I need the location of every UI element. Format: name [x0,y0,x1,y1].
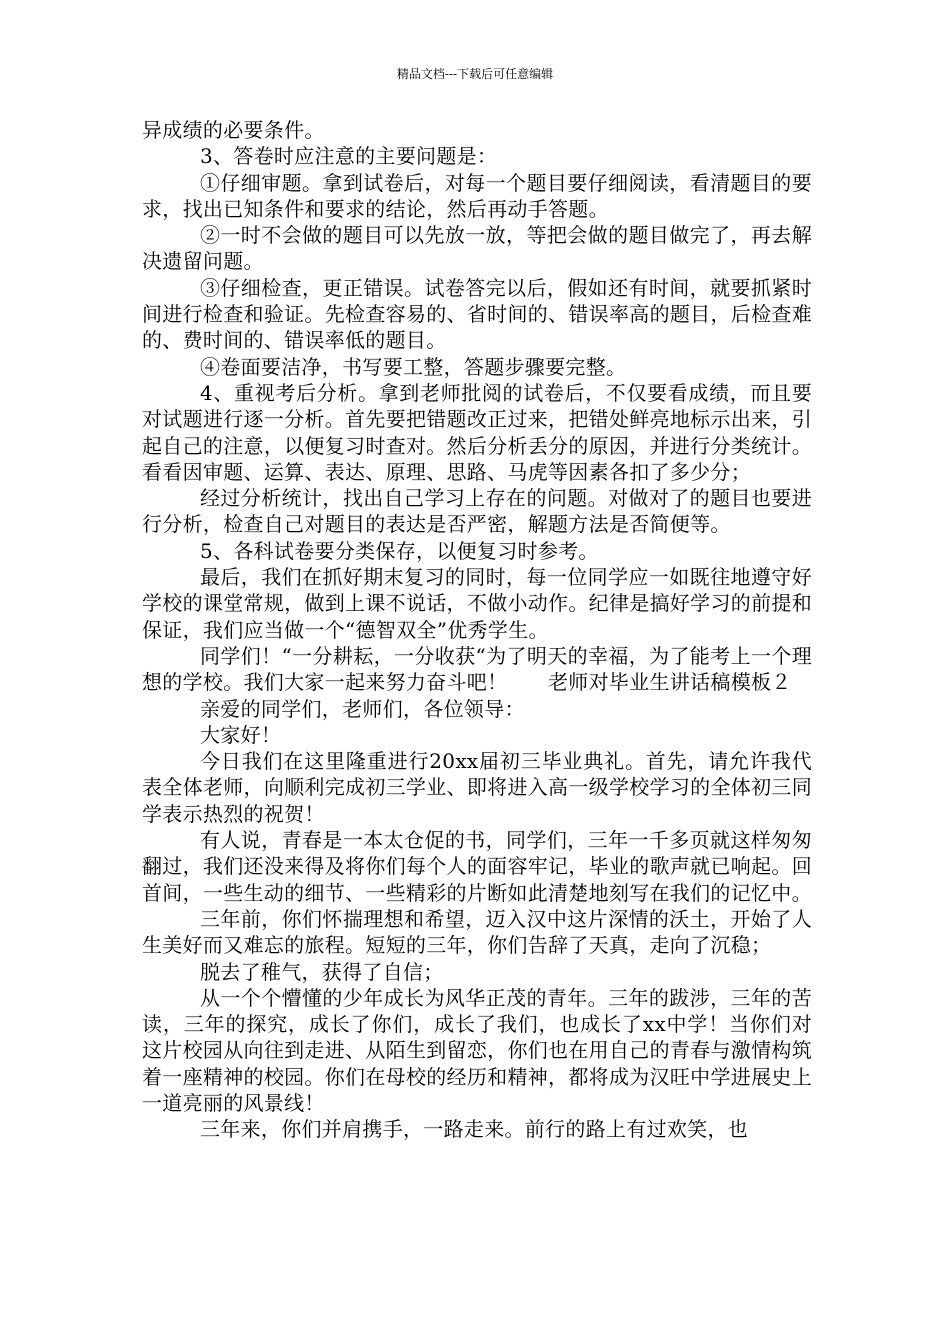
paragraph: 4、重视考后分析。拿到老师批阅的试卷后，不仅要看成绩，而且要对试题进行逐一分析。首先要把错题改正过来，把错处鲜亮地标示出来，引起自己的注意，以便复习时查对。然后分析丢分的原因，并进行分类统计。看看因审题、运算、表达、原理、思路、马虎等因素各扣了多少分； [142,380,812,484]
paragraph: 亲爱的同学们，老师们，各位领导： [200,696,525,721]
paragraph: 同学们！“一分耕耘，一分收获“为了明天的幸福，为了能考上一个理想的学校。我们大家一起来努力奋斗吧！ 老师对毕业生讲话稿模板２ [142,643,812,695]
paragraph: 异成绩的必要条件。 [142,118,325,142]
paragraph: ①仔细审题。拿到试卷后，对每一个题目要仔细阅读，看清题目的要求，找出已知条件和要求的结论，然后再动手答题。 [142,170,812,221]
paragraph: 三年来，你们并肩携手，一路走来。前行的路上有过欢笑，也 [200,1117,749,1142]
paragraph: ②一时不会做的题目可以先放一放，等把会做的题目做完了，再去解决遗留问题。 [142,223,812,274]
paragraph: 从一个个懵懂的少年成长为风华正茂的青年。三年的跋涉，三年的苦读，三年的探究，成长了你们，成长了我们，也成长了xx中学！当你们对这片校园从向往到走进、从陌生到留恋，你们也在用自己的青春与激情构筑着一座精神的校园。你们在母校的经历和精神，都将成为汉旺中学进展史上一道亮丽的风景线！ [142,985,812,1115]
paragraph: 最后，我们在抓好期末复习的同时，每一位同学应一如既往地遵守好学校的课堂常规，做到上课不说话，不做小动作。纪律是搞好学习的前提和保证，我们应当做一个“德智双全”优秀学生。 [142,565,812,642]
paragraph: 5、各科试卷要分类保存，以便复习时参考。 [200,538,599,563]
paragraph: 今日我们在这里隆重进行20xx届初三毕业典礼。首先，请允许我代表全体老师，向顺利完成初三学业、即将进入高一级学校学习的全体初三同学表示热烈的祝贺！ [142,749,812,826]
paragraph: 三年前，你们怀揣理想和希望，迈入汉中这片深情的沃土，开始了人生美好而又难忘的旅程。短短的三年，你们告辞了天真，走向了沉稳； [142,906,812,958]
paragraph: 3、答卷时应注意的主要问题是： [200,144,498,169]
paragraph: 有人说，青春是一本太仓促的书，同学们，三年一千多页就这样匆匆翻过，我们还没来得及将你们每个人的面容牢记，毕业的歌声就已响起。回首间，一些生动的细节、一些精彩的片断如此清楚地刻写在我们的记忆中。 [142,828,812,905]
page-header: 精品文档---下载后可任意编辑 [396,67,554,81]
paragraph: 脱去了稚气，获得了自信； [200,959,444,984]
paragraph: 经过分析统计，找出自己学习上存在的问题。对做对了的题目也要进行分析，检查自己对题目的表达是否严密，解题方法是否简便等。 [142,486,812,537]
document-body [142,117,812,1143]
paragraph: ③仔细检查，更正错误。试卷答完以后，假如还有时间，就要抓紧时间进行检查和验证。先检查容易的、省时间的、错误率高的题目，后检查难的、费时间的、错误率低的题目。 [142,275,812,353]
paragraph: 大家好！ [200,722,282,747]
paragraph: ④卷面要洁净，书写要工整，答题步骤要完整。 [200,354,627,379]
